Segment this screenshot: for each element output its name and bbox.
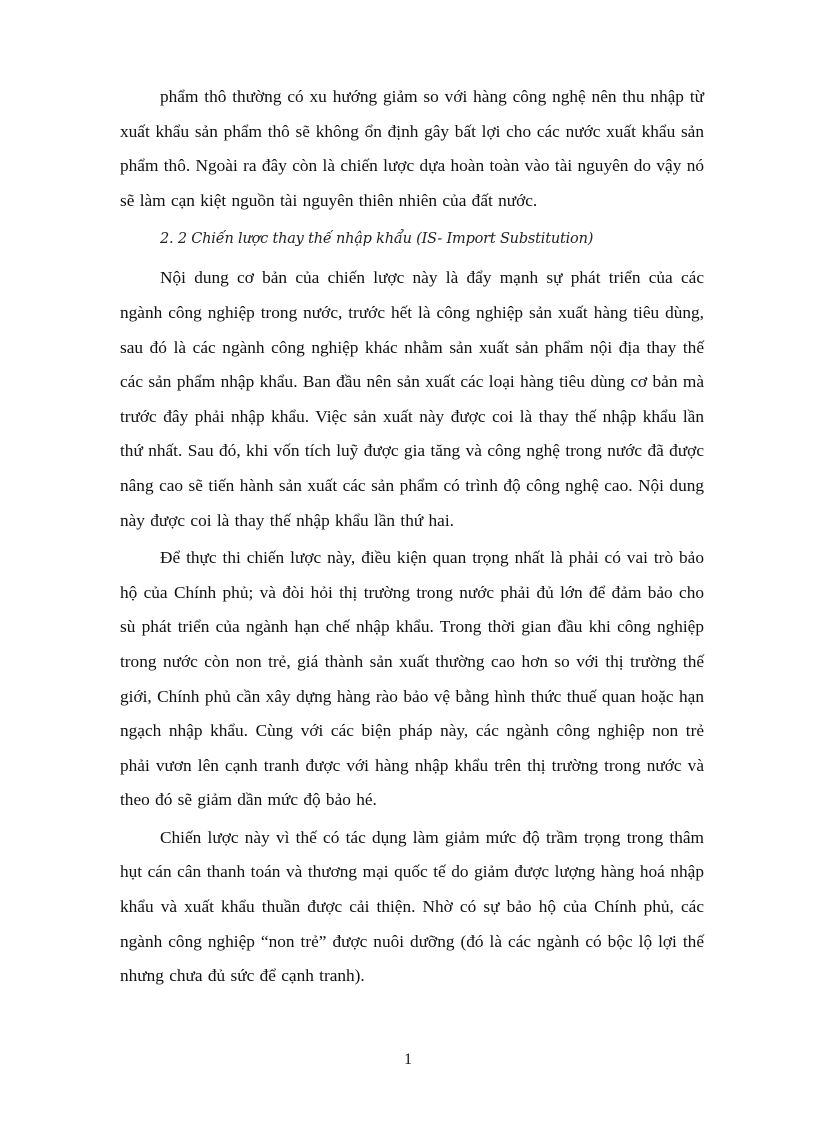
document-page [120,80,704,997]
section-heading: 2. 2 Chiến lược thay thế nhập khẩu (IS- Import Substitution) [160,231,594,248]
page-number [0,1050,816,1070]
paragraph-is-content: Nội dung cơ bản của chiến lược này là đẩy mạnh sự phát triển của các ngành công nghiệp trong nước, trước hết là công nghiệp sản xuất hàng tiêu dùng, sau đó là các ngành công nghiệp khác nhằm sản xuất sản phẩm nội địa thay thế các sản phẩm nhập khẩu. Ban đầu nên sản xuất các loại hàng tiêu dùng cơ bản mà trước đây phải nhập khẩu. Việc sản xuất này được coi là thay thế nhập khẩu lần thứ nhất. Sau đó, khi vốn tích luỹ được gia tăng và công nghệ trong nước đã được nâng cao sẽ tiến hành sản xuất các sản phẩm có trình độ công nghệ cao. Nội dung này được coi là thay thế nhập khẩu lần thứ hai. [120,268,704,530]
paragraph-continuation: phẩm thô thường có xu hướng giảm so với hàng công nghệ nên thu nhập từ xuất khẩu sản phẩm thô sẽ không ổn định gây bất lợi cho các nước xuất khẩu sản phẩm thô. Ngoài ra đây còn là chiến lược dựa hoàn toàn vào tài nguyên do vậy nó sẽ làm cạn kiệt nguồn tài nguyên thiên nhiên của đất nước. [120,87,704,210]
page-number-text: 1 [404,1051,412,1068]
paragraph-is-effects: Chiến lược này vì thế có tác dụng làm giảm mức độ trầm trọng trong thâm hụt cán cân thanh toán và thương mại quốc tế do giảm được lượng hàng hoá nhập khẩu và xuất khẩu thuần được cải thiện. Nhờ có sự bảo hộ của Chính phủ, các ngành công nghiệp “non trẻ” được nuôi dưỡng (đó là các ngành có bộc lộ lợi thế nhưng chưa đủ sức để cạnh tranh). [120,827,704,986]
paragraph-is-conditions: Để thực thi chiến lược này, điều kiện quan trọng nhất là phải có vai trò bảo hộ của Chính phủ; và đòi hỏi thị trường trong nước phải đủ lớn để đảm bảo cho sù phát triển của ngành hạn chế nhập khẩu. Trong thời gian đầu khi công nghiệp trong nước còn non trẻ, giá thành sản xuất thường cao hơn so với thị trường thế giới, Chính phủ cần xây dựng hàng rào bảo vệ bằng hình thức thuế quan hoặc hạn ngạch nhập khẩu. Cùng với các biện pháp này, các ngành công nghiệp non trẻ phải vươn lên cạnh tranh được với hàng nhập khẩu trên thị trường trong nước và theo đó sẽ giảm dần mức độ bảo hé. [120,548,704,810]
